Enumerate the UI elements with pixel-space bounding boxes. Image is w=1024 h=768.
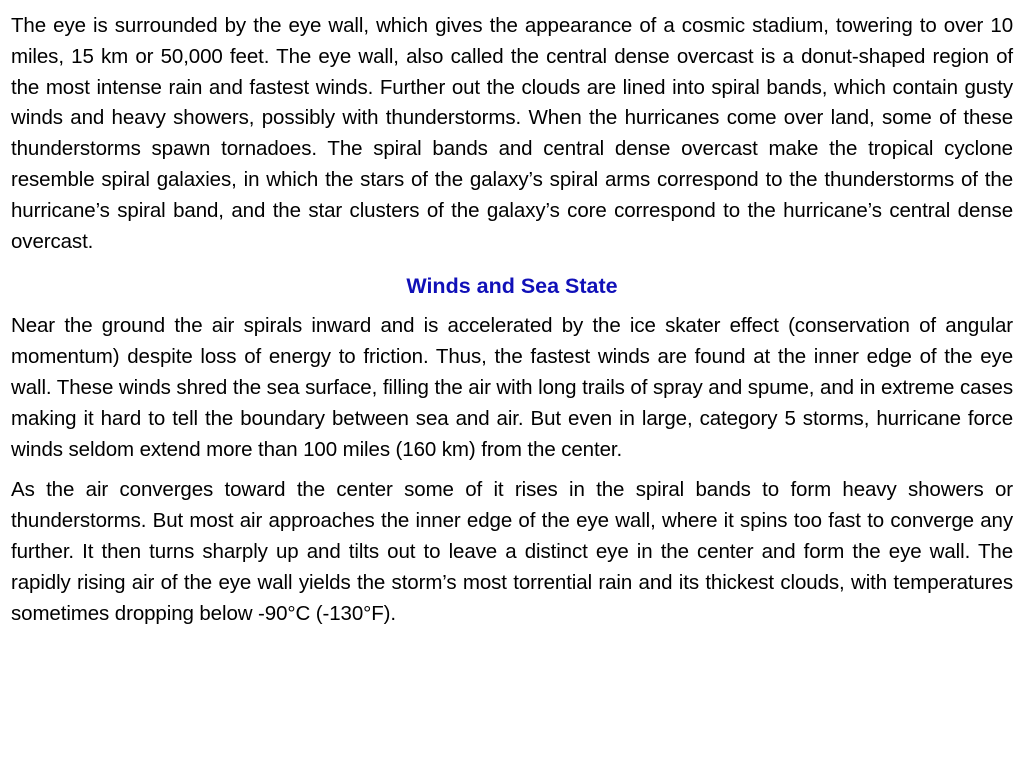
winds-paragraph: Near the ground the air spirals inward and is accelerated by the ice skater effect (conservation of angular momentum) despite loss of energy to friction. Thus, the fastest winds are found at the inner edge of the eye wall. These winds shred the sea surface, filling the air with long trails of spray and spume, and in extreme cases making it hard to tell the boundary between sea and air. But even in large, category 5 storms, hurricane force winds seldom extend more than 100 miles (160 km) from the center. [11, 314, 1013, 461]
document-page [11, 11, 1013, 629]
convergence-paragraph: As the air converges toward the center some of it rises in the spiral bands to form heavy showers or thunderstorms. But most air approaches the inner edge of the eye wall, where it spins too fast to converge any further. It then turns sharply up and tilts out to leave a distinct eye in the center and form the eye wall. The rapidly rising air of the eye wall yields the storm’s most torrential rain and its thickest clouds, with temperatures sometimes dropping below -90°C (-130°F). [11, 478, 1013, 625]
intro-paragraph: The eye is surrounded by the eye wall, which gives the appearance of a cosmic stadium, towering to over 10 miles, 15 km or 50,000 feet. The eye wall, also called the central dense overcast is a donut-shaped region of the most intense rain and fastest winds. Further out the clouds are lined into spiral bands, which contain gusty winds and heavy showers, possibly with thunderstorms. When the hurricanes come over land, some of these thunderstorms spawn tornadoes. The spiral bands and central dense overcast make the tropical cyclone resemble spiral galaxies, in which the stars of the galaxy’s spiral arms correspond to the thunderstorms of the hurricane’s spiral band, and the star clusters of the galaxy’s core correspond to the hurricane’s central dense overcast. [11, 14, 1013, 253]
section-heading: Winds and Sea State [406, 274, 618, 299]
